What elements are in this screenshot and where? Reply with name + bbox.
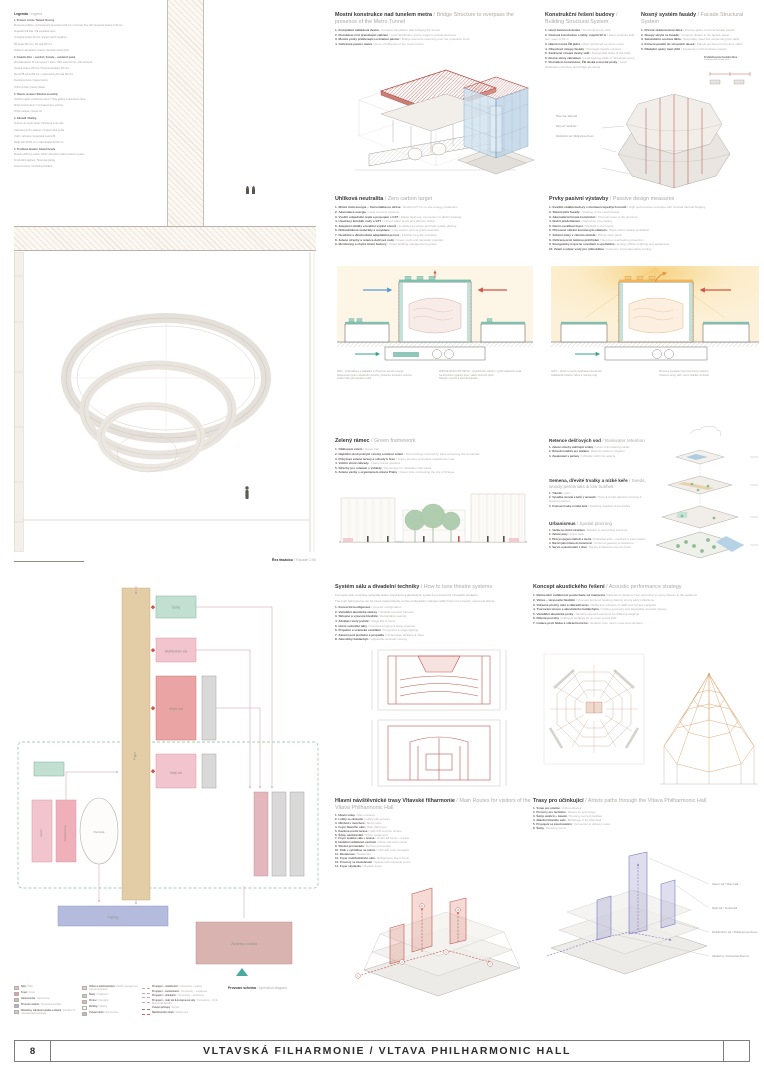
legend-item: Vstupní přístupy / Access xyxy=(142,1007,222,1010)
legend-line: Sklovláknobeton 30 mm kotvený z boku / GRC panel 30 mm, side anchored xyxy=(14,62,93,65)
section-passive: Prvky pasivní výstavby / Passive design measures 1.Kvalitní obálka budovy s minimem tepelných mostů / High performance envelope with minimal thermal bridging 2.Stínění jižní fasády / Shading of the south facade 3.Akumulační hmota konstrukcí / Thermal mass of the structure 4.Noční předchlazení / Night-time pre-cooling 5.Denní osvětlení foyer / Daylight in the foyers 6.Přirozené větrání komínovým efektem / Stack-effect natural ventilation 7.Solární zisky v zimním období / Winter solar gains 8.Ochrana proti letnímu přehřívání / Summer overheating protection 9.Energeticky úsporné osvětlení a spotřebiče / Energy efficient lighting and appliances 10.Zeleň a odpar vody pro mikroklima / Greenery and evaporative cooling xyxy=(549,196,761,252)
footer-bar xyxy=(14,1040,750,1062)
caption-line: Teplovzdušné vytápění foyer, sálání stropních ploch xyxy=(439,373,494,377)
route-point: 11 xyxy=(420,905,424,908)
section-rainwater: Retence dešťových vod / Rainwater retention 1.Zelené střechy zadržující srážky / Green roofs retaining rainfall 2.Retenční nádrže pro závlahu / Retention tanks for irrigation 3.Zasakování v parteru / Infiltration within the parterre xyxy=(549,438,653,459)
operation-legend-col1 xyxy=(14,986,78,1016)
list-item: 6.Šatny návštěvníků / Visitor cloakrooms xyxy=(335,834,531,838)
list-item: 6.Projekce a scénické osvětlení / Projection & stage lighting xyxy=(335,628,531,633)
list-item: 1.Přesné sklobetonové dílce / Precise glass-concrete facade panels xyxy=(641,28,757,33)
legend-line: Skryté kotvení rámu / Concealed frame anchors xyxy=(14,105,64,107)
list-item: 4.Zdvihací stoly jeviště / Stage lifts & risers xyxy=(335,619,531,624)
list-item: 2.Ocelová konstrukce s táhly, rozpětí 52 m / Steel structure with ties, span of 52 m xyxy=(545,33,635,42)
legend-item: Gastronomie / Gastronomy xyxy=(14,998,78,1002)
list-item: 1.Referenční vzdálenost posluchače od interpreta / Reference distance from performer to every listener in the audience xyxy=(533,593,761,598)
list-item: 3.Pěší propojení nábřeží a metra / Pedestrian links – riverbank & metro station xyxy=(549,538,653,542)
section-urbanism: Urbanismus / Spatial planning 1.Vazba na okolní strukturu / Relation to surrounding structures 2.Zelené pásy / Green belts 3.Pěší propojení nábřeží a metra / Pedestrian links – riverbank & metro station 4.Nároží jako brána do Holešovic / Corner as gateway to Holešovice 5.Servis a zásobování z ulice / Service & deliveries from the street xyxy=(549,521,653,550)
color-swatch xyxy=(82,994,87,998)
line-style-mark xyxy=(142,1014,150,1015)
summer-section-diagram xyxy=(551,266,759,366)
color-swatch xyxy=(82,986,87,990)
section-bridge: Mostní konstrukce nad tunelem metra / Bridge Structure to overpass the presence of the Metro Tunnel 1.Kompaktní základová deska / Compact foundation slab bridging the tunnel 2.Roznášecí rošt přenášející zatížení / Load distribution grid to support vertical elements 3.Mostní prvky překlenující ochranné pásmo / Bridge elements spanning over the protective zone 4.Ochranné pásmo metra / Zone of influence of the metro tunnel xyxy=(335,12,527,47)
legend-item: Šatny / Cloakroom xyxy=(82,994,140,998)
operation-legend-col3 xyxy=(142,986,222,1015)
octagon-axon-diagram xyxy=(598,68,750,208)
list-item: 4.Zákulisí hlavního sálu / Backstage of the Main Hall xyxy=(533,819,761,823)
list-item: 2.Lobby se zázemím / Lobby with services xyxy=(335,818,531,822)
summer-captions-right xyxy=(659,370,759,377)
list-item: 4.Tvarování stropu a akustického baldachýnu / Ceiling geometry and adjustable acoustic canopy xyxy=(533,607,761,612)
landscape-axon-diagram xyxy=(638,424,760,574)
legend-line: Kotvené do stropní desky / Anchored to the slab xyxy=(14,123,64,126)
section-theatre: Systém sálu a divadelní techniky / How to tune theatre systems Koncepce sálu umožňuje nezávislé ladění scénických a akustických systémů pro koncertní i divadelní produkce. The main hall systems can be tuned independently, so the configuration changes within hours for concerts, opera and drama. 1.Koncertní konfigurace / Concert configuration 2.Variabilní akustické závěsy / Variable acoustic banners 3.Sklopné a výsuvné hlediště / Retractable seating 4.Zdvihací stoly jeviště / Stage lifts & risers 5.Horní scénické tahy / Overhead rigging & flying systems 6.Projekce a scénické osvětlení / Projection & stage lighting 7.Zázemí pod jevištěm a propadla / Understage facilities & traps 8.Akustický baldachýn / Adjustable acoustic canopy xyxy=(335,584,531,642)
list-item: 5.Zateplení obálky a kvalitní výplně otvorů / Insulated envelope and high-quality glazing xyxy=(335,224,531,229)
tower-axon-diagram xyxy=(452,64,540,189)
color-swatch xyxy=(82,1012,87,1016)
operation-caption: Provozní schéma / Operation diagram xyxy=(228,986,328,990)
list-item: 1.Vstup pro umělce / Artists entrance xyxy=(533,807,761,811)
block-label: Parking xyxy=(107,915,119,920)
list-item: 14.Foyer skydecku / Skydeck Foyer xyxy=(335,865,531,869)
block-label: Šatny xyxy=(171,605,181,610)
winter-captions-right xyxy=(439,370,533,381)
list-item: 5.Zavěšené stropní desky sálů / Suspended slabs of the halls xyxy=(545,51,635,56)
list-item: 1.Vazba na okolní strukturu / Relation to surrounding structures xyxy=(549,529,653,533)
list-item: 7.Solární zisky v zimním období / Winter solar gains xyxy=(549,233,761,238)
legend-item: Propojení – účinkující / Connectivity – performers xyxy=(142,995,222,998)
visitor-axon-diagram xyxy=(350,868,528,1020)
block-label: Gastro xyxy=(40,829,43,837)
legend-line: Kročejová izolace 40 mm / Impact sound insulation xyxy=(14,37,67,40)
winter-captions-left xyxy=(337,370,431,381)
winter-section-diagram xyxy=(337,266,533,366)
list-item: 5.Kavárna a letní terasa / Café with summer terrace xyxy=(335,830,531,834)
list-item: 11.Restaurace / Restaurant xyxy=(335,853,531,857)
section-carbon: Uhlíková neutralita / Zero carbon target 1.Místní čistá energie – fotovoltaika na střeše / Rooftop PV for on-site energy production 2.Akumulace energie / Heat recovery systems 3.Využití odpadního tepla a propojení s CZT / Waste heat use, connection to district heating 4.Uzavřený koloběh vody a VZT / Closed water loops and efficient HVAC 5.Zateplení obálky a kvalitní výplně otvorů / Insulated envelope and high-quality glazing 6.Nízkouhlíkové materiály a recyklace / Low-carbon and recycled materials 7.Flexibilní a dlouhodobě adaptabilní provoz / Flexible long-life operation 8.Zelené střechy a retence dešťové vody / Green roofs and rainwater retention 9.Monitoring a chytré řízení budovy / Smart building management system xyxy=(335,196,531,247)
legend-item: Provozní zázemí / Operational facilities xyxy=(14,1004,78,1008)
block-label: Hlavní sál xyxy=(169,707,183,711)
legend-line: Kotevní konzoly / Anchoring brackets xyxy=(14,166,53,169)
legend-item: Propojení – návštěvníci / Connectivity – visitors xyxy=(142,986,222,989)
person-figure xyxy=(252,186,255,194)
color-swatch xyxy=(14,1004,19,1008)
list-item: 1.Zelené střechy zadržující srážky / Green roofs retaining rainfall xyxy=(549,446,653,450)
block-label: Administrativa xyxy=(64,824,67,842)
diagram-label: Malý sál / Small hall xyxy=(556,126,577,129)
legend-line: Betonová podlaha s probroušeným kamenivem 100 mm / Concrete floor with integrated heating in 80 mm xyxy=(14,25,123,28)
list-item: 8.Hudební vzdělávací centrum / Music education centre xyxy=(335,841,531,845)
legend-item: Zkušebny, nahrávací studia a zázemí / Facilities for rehearsal and backstage xyxy=(14,1010,78,1016)
list-item: 1.Trávník / Lawn xyxy=(549,492,653,496)
legend-line: Podhled s akustickou úpravou / Acoustic ceiling finish xyxy=(14,49,70,52)
section-acoustics: Koncept akustického řešení / Acoustic performance strategy 1.Referenční vzdálenost posluchače od interpreta / Reference distance from performer to every listener in the audience 2.Vinice – terasovité hlediště / Vineyard terraced seating shaping strong early reflections 3.Odrazné plochy stěn a zábradlí teras / Reflective surfaces of walls and terrace parapets 4.Tvarování stropu a akustického baldachýnu / Ceiling geometry and adjustable acoustic canopy 5.Variabilní akustické prvky / Variable acoustic elements for different stagings 6.Difuzní povrchy / Diffusive surfaces for an even sound field 7.Izolace proti hluku a vibracím metra / Isolation from metro noise and vibration xyxy=(533,584,761,626)
list-item: 4.Noční předchlazení / Night-time pre-cooling xyxy=(549,219,761,224)
list-item: 4.Vnitřní zimní zahrady / Indoor winter gardens xyxy=(335,461,527,466)
walking-figure xyxy=(245,486,248,499)
floor-slab-band xyxy=(14,226,316,251)
section-building-structure: Konstrukční řešení budovy/ Building Structural System 1.Horní betonová deska / Structural crown slab 2.Ocelová konstrukce s táhly, rozpětí 52 m / Steel structure with ties, span of 52 m 3.Hlavní nosná ŽB jádra / Main reinforced concrete cores 4.Obvodové sloupy fasády / Perimeter facade columns 5.Zavěšené stropní desky sálů / Suspended slabs of the halls 6.Nosné stěny zkušeben / Load-bearing walls of rehearsal rooms 7.Roznášecí konstrukce, ŽB deska a mostní prvky / Load distribution structure and bridge elements xyxy=(545,12,635,70)
list-item: 1.Koncertní konfigurace / Concert configuration xyxy=(335,605,531,610)
list-item: 1.Kompaktní základová deska / Compact foundation slab bridging the tunnel xyxy=(335,28,527,33)
list-item: 4.Uzavřený koloběh vody a VZT / Closed water loops and efficient HVAC xyxy=(335,219,531,224)
route-point: 2 xyxy=(401,961,403,964)
caption-line: Napojení na CZT a tepelná čerpadla xyxy=(439,377,478,381)
section-artist-routes: Trasy pro účinkující / Artists paths through the Vltava Philharmonic Hall 1.Vstup pro umělce / Artists entrance 2.Prostory pro techniku / Spaces for technology 3.Šatny umělců + zázemí / Dressing rooms & facilities 4.Zákulisí hlavního sálu / Backstage of the Main Hall 5.Propojení se zásobováním / Connection to delivery routes 6.Šatny / Dressing rooms xyxy=(533,798,761,831)
list-item: 7.Foyer malého sálu + terasa / Small Hall Foyer + terrace xyxy=(335,837,531,841)
list-item: 3.Akumulační hmota konstrukcí / Thermal mass of the structure xyxy=(549,215,761,220)
list-item: 3.Obchod s merchem / Merch store xyxy=(335,822,531,826)
legend-title: Legenda / Legend xyxy=(14,12,166,16)
legend-line: Válcovaný profil s nátěrem / Coated rolled profile xyxy=(14,129,65,132)
list-item: 8.Zelené střechy a retence dešťové vody / Green roofs and rainwater retention xyxy=(335,238,531,243)
page-number: 8 xyxy=(15,1041,51,1061)
list-item: 1.Místní čistá energie – fotovoltaika na střeše / Rooftop PV for on-site energy production xyxy=(335,205,531,210)
legend-item: Propojení – malý sál & kongresové sály / Connectivity – CS & Drama hall facilities xyxy=(142,1000,222,1006)
legend-item: Sály / Halls xyxy=(14,986,78,990)
list-item: 2.Variabilní akustické závěsy / Variable acoustic banners xyxy=(335,610,531,615)
list-item: 1.Horní betonová deska / Structural crown slab xyxy=(545,28,635,33)
route-point: 1 xyxy=(357,975,359,978)
color-swatch xyxy=(82,1000,87,1004)
operation-diagram xyxy=(10,586,330,978)
list-item: 5.Denní osvětlení foyer / Daylight in the foyers xyxy=(549,224,761,229)
list-item: 5.Variabilní akustické prvky / Variable acoustic elements for different stagings xyxy=(533,612,761,617)
legend-line: Výplň z tahokovu / Expanded metal infill xyxy=(14,135,56,138)
list-item: 2.Sloupy skryté ve fasádě / Columns hidden in the facade plane xyxy=(641,33,757,38)
panel-detail-note: Prefabrikované fasádní dílce Prefabricated facade units xyxy=(704,56,760,88)
legend-line: 2. Fasádní dílec – sendvič / Facade – sandwich panel xyxy=(14,55,76,59)
footer-right-cell xyxy=(723,1041,749,1061)
street-elevation-diagram xyxy=(337,478,529,556)
legend-line: Strukturální zasklení / Structural glazing xyxy=(14,160,56,163)
color-swatch xyxy=(82,1006,87,1010)
caption-line: Přirozené provětrání foyer komínovým efektem xyxy=(659,370,709,373)
list-item: 4.Obvodové sloupy fasády / Perimeter facade columns xyxy=(545,47,635,52)
octagon-labels xyxy=(556,116,600,146)
legend-item: Foyer / Foyer xyxy=(14,992,78,996)
list-item: 12.Foyer multifunkčního sálu / Multipurpose Room Foyer xyxy=(335,857,531,861)
legend-line: 3. Okenní sestava / Window assembly xyxy=(14,92,58,96)
legend-line: Sloupko-příčkový systém, hliník / Aluminium mullion-transom system xyxy=(14,154,85,157)
list-item: 2.Prostory pro techniku / Spaces for technology xyxy=(533,811,761,815)
legend-line: Nosná ŽB stěna 250 mm / Load-bearing RC wall 250 mm xyxy=(14,74,74,77)
facade-caption: Řez fasádou / Facade 1:50 xyxy=(160,558,316,562)
caption-line: Adiabatické chlazení zelení a vodními prvky xyxy=(551,373,598,377)
list-item: 3.Šatny umělců + zázemí / Dressing rooms & facilities xyxy=(533,815,761,819)
list-item: 5.Propojení se zásobováním / Connection to delivery routes xyxy=(533,823,761,827)
list-item: 13.Prostory se zkušebnami / Spaces with rehearsal rooms xyxy=(335,861,531,865)
list-item: 3.Kvetoucí louky a nízké keře / Flowering meadows & low bushes xyxy=(549,505,653,509)
list-item: 7.Zázemí pod jevištěm a propadla / Understage facilities & traps xyxy=(335,633,531,638)
list-item: 2.Stínění jižní fasády / Shading of the south facade xyxy=(549,210,761,215)
list-item: 8.Akustický baldachýn / Adjustable acoustic canopy xyxy=(335,637,531,642)
list-item: 4.Ochranné pásmo metra / Zone of influence of the metro tunnel xyxy=(335,42,527,47)
list-item: 3.Hlavní nosná ŽB jádra / Main reinforced concrete cores xyxy=(545,42,635,47)
caption-line: ZIMA – Optimalizace a nakládání s přirozenou sluneční energií xyxy=(337,370,404,373)
legend-line: Tepelná izolace 200 mm / Thermal insulation 200 mm xyxy=(14,68,70,71)
block-label: Piazzetta xyxy=(93,831,105,834)
wall-section-strip xyxy=(167,0,204,226)
scale-bar xyxy=(14,560,84,562)
acoustic-mesh-diagram xyxy=(656,646,762,788)
list-item: 7.Izolace proti hluku a vibracím metra / Isolation from metro noise and vibration xyxy=(533,621,761,626)
block-label: Foyer xyxy=(133,751,137,761)
list-item: 5.Střechy pro relaxaci s výhledy / Roofscape for relaxation with views xyxy=(335,466,527,471)
section-green: Zelený rámec / Green framework 1.Obklopení zelení / Green belt 2.Nejbližší okolí pokryté stromy a nízkou zelení / Surroundings covered by trees screening the crossroad 3.Pobytové zelené terasy a schody k řece / Green terraces and steps towards the river 4.Vnitřní zimní zahrady / Indoor winter gardens 5.Střechy pro relaxaci s výhledy / Roofscape for relaxation with views 6.Zelené vazby s organismem města Prahy / Green links connecting the city of Prague xyxy=(335,438,527,475)
list-item: 4.Nároží jako brána do Holešovic / Corner as gateway to Holešovice xyxy=(549,542,653,546)
list-item: 1.Hlavní vstup / Main entrance xyxy=(335,814,531,818)
legend-item: Vstupní terén / Roof terrace xyxy=(82,1012,140,1016)
route-point: 7 xyxy=(489,963,491,966)
legend-line: 1. Pochozí vrstva / Natural flooring xyxy=(14,19,55,22)
list-item: 2.Retenční nádrže pro závlahu / Retention tanks for irrigation xyxy=(549,450,653,454)
list-item: 10.Klub s vyhlídkou na město / Club with a city viewpoint xyxy=(335,849,531,853)
diagram-label: Hlavní sál / Main hall xyxy=(556,116,578,118)
list-item: 2.Nejbližší okolí pokryté stromy a nízkou zelení / Surroundings covered by trees screening the crossroad xyxy=(335,452,527,457)
legend-line: Vnitřní parapet / Interior sill xyxy=(14,111,42,114)
list-item: 9.Energeticky úsporné osvětlení a spotřebiče / Energy efficient lighting and appliances xyxy=(549,242,761,247)
color-swatch xyxy=(14,986,19,990)
list-item: 10.Zeleň a odpar vody pro mikroklima / Greenery and evaporative cooling xyxy=(549,247,761,252)
people-group xyxy=(246,181,257,199)
legend-line: ŽB deska 250 mm / RC slab 250 mm xyxy=(14,43,53,46)
list-item: 6.Zelené vazby s organismem města Prahy / Green links connecting the city of Prague xyxy=(335,470,527,475)
list-item: 6.Nízkouhlíkové materiály a recyklace / Low-carbon and recycled materials xyxy=(335,228,531,233)
summer-captions-left xyxy=(551,370,651,377)
legend-item: Provoz / Operation xyxy=(82,1000,140,1004)
list-item: 4.Foyer hlavního sálu / Main Hall Foyer xyxy=(335,826,531,830)
color-swatch xyxy=(14,992,19,996)
board-title: VLTAVSKÁ FILHARMONIE / VLTAVA PHILHARMONIC HALL xyxy=(202,1045,571,1057)
list-item: 2.Výsadba stromů a keřů v terasách / Trees & shrubs planted in terraces & flowering patches xyxy=(549,496,653,504)
panel-detail-diagram xyxy=(704,62,756,88)
theatre-plans-diagram xyxy=(360,646,518,791)
paragraph-line: Koncepce sálu umožňuje nezávislé ladění scénických a akustických systémů pro koncertní i divadelní produkce. xyxy=(335,593,479,598)
route-point: 4 xyxy=(445,951,447,954)
list-item: 3.Zasakování v parteru / Infiltration within the parterre xyxy=(549,455,653,459)
operation-legend-col2 xyxy=(82,986,140,1016)
list-item: 6.Nosné stěny zkušeben / Load-bearing walls of rehearsal rooms xyxy=(545,56,635,61)
legend-line: Vnitřní omítka / Interior plaster xyxy=(14,86,46,89)
legend-item: Vedení a administrativa / Facility management and administration xyxy=(82,986,140,992)
axon-label: Zkušebny / Rehearsal Rooms xyxy=(712,954,749,958)
line-style-mark xyxy=(142,993,150,994)
caption-line: Rekuperace tepla z odpadního vzduchu, předehřev čerstvého vzduchu xyxy=(337,373,412,377)
spiral-stair-drawing xyxy=(14,252,316,552)
list-item: 6.Difuzní povrchy / Diffusive surfaces for an even sound field xyxy=(533,616,761,621)
list-item: 1.Obklopení zelení / Green belt xyxy=(335,447,527,452)
color-swatch xyxy=(14,1010,19,1014)
line-style-mark xyxy=(142,1002,150,1003)
list-item: 7.Flexibilní a dlouhodobě adaptabilní provoz / Flexible long-life operation xyxy=(335,233,531,238)
facade-legend-block xyxy=(14,12,166,170)
caption-line: ZPĚTNÉ ZÍSKÁVÁNÍ TEPLA – předehřívání vzduchu, využití odpadního tepla xyxy=(439,370,522,373)
legend-item: Návštěvnický okruh / Visitors loop xyxy=(142,1012,222,1015)
paragraph-line: The main hall systems can be tuned independently, so the configuration changes within hours for concerts, opera and drama. xyxy=(335,599,495,604)
legend-line: Separační PE fólie / PE separation layer xyxy=(14,31,56,34)
legend-line: 4. Zábradlí / Railing xyxy=(14,117,37,121)
list-item: 2.Akumulace energie / Heat recovery systems xyxy=(335,210,531,215)
list-item: 3.Odrazné plochy stěn a zábradlí teras / Reflective surfaces of walls and terrace parapets xyxy=(533,603,761,608)
list-item: 2.Vinice – terasovité hlediště / Vineyard terraced seating shaping strong early reflections xyxy=(533,598,761,603)
acoustic-plan-diagram xyxy=(538,650,650,785)
list-item: 6.Šatny / Dressing rooms xyxy=(533,827,761,831)
block-label: Zkušebny a studia xyxy=(231,942,257,946)
list-item: 5.Horní scénické tahy / Overhead rigging & flying systems xyxy=(335,624,531,629)
section-facade-structure: Nosný systém fasády / Facade Structural System 1.Přesné sklobetonové dílce / Precise glass-concrete facade panels 2.Sloupy skryté ve fasádě / Columns hidden in the facade plane 3.Sekundární ocelová táhla / Secondary steel ties suspending the slabs 4.Kotvení panelů do stropních desek / Panels anchored to the floor slabs 5.Dilatační spáry mezi dílci / Expansion joints between panels xyxy=(641,12,757,51)
caption-line: LÉTO – Stínění a noční předchlazení konstrukcí xyxy=(551,370,602,373)
list-item: 9.Střešní promenáda / Rooftop promenade xyxy=(335,845,531,849)
list-item: 8.Ochrana proti letnímu přehřívání / Summer overheating protection xyxy=(549,238,761,243)
list-item: 3.Sklopné a výsuvné hlediště / Retractable seating xyxy=(335,614,531,619)
list-item: 9.Monitoring a chytré řízení budovy / Smart building management system xyxy=(335,242,531,247)
legend-line: Madlo dub 40×60 mm / Oak handrail 40×60 mm xyxy=(14,141,64,144)
axon-label: Hlavní sál / Main Hall xyxy=(712,882,739,886)
block-label: Malý sál xyxy=(170,771,182,775)
legend-line: 5. Prosklená fasáda / Glazed facade xyxy=(14,147,56,151)
list-item: 6.Přirozené větrání komínovým efektem / Stack-effect natural ventilation xyxy=(549,228,761,233)
legend-item: Parking / Parking xyxy=(82,1006,140,1010)
axon-label: Malý sál / Small Hall xyxy=(712,906,738,910)
diagram-label: Multifunkční sál / Multipurpose Room xyxy=(556,136,594,139)
list-item: 7.Roznášecí konstrukce, ŽB deska a mostní prvky / Load distribution structure and bridge elements xyxy=(545,60,635,69)
list-item: 3.Pobytové zelené terasy a schody k řece / Green terraces and steps towards the river xyxy=(335,457,527,462)
person-figure xyxy=(246,186,249,194)
caption-line: Solární zisky jižní fasádou a atrii xyxy=(337,377,372,381)
list-item: 3.Sekundární ocelová táhla / Secondary steel ties suspending the slabs xyxy=(641,37,757,42)
legend-item: Propojení – zaměstnanci / Connectivity – employees xyxy=(142,991,222,994)
list-item: 2.Zelené pásy / Green belts xyxy=(549,533,653,537)
caption-line: Chlazené stropy sálů, suché chladiče na střeše xyxy=(659,373,709,377)
section-seeds: Semena, dřevité trvalky a nízké keře / Seeds, woody perennials & low bushes 1.Trávník / Lawn 2.Výsadba stromů a keřů v terasách / Trees & shrubs planted in terraces & flowering patches 3.Kvetoucí louky a nízké keře / Flowering meadows & low bushes xyxy=(549,478,653,509)
list-item: 3.Mostní prvky překlenující ochranné pásmo / Bridge elements spanning over the protective zone xyxy=(335,37,527,42)
axon-label: Multifunkční sál / Multipurpose Room xyxy=(712,930,758,934)
legend-line: Izolační trojsklo v hliníkovém rámu / Triple glazing in aluminium frame xyxy=(14,98,86,101)
list-item: 5.Servis a zásobování z ulice / Service & deliveries from the street xyxy=(549,546,653,550)
color-swatch xyxy=(14,998,19,1002)
list-item: 3.Využití odpadního tepla a propojení s CZT / Waste heat use, connection to district heating xyxy=(335,215,531,220)
list-item: 5.Dilatační spáry mezi dílci / Expansion joints between panels xyxy=(641,47,757,52)
list-item: 4.Kotvení panelů do stropních desek / Panels anchored to the floor slabs xyxy=(641,42,757,47)
line-style-mark xyxy=(142,988,150,989)
line-style-mark xyxy=(142,997,150,998)
legend-line: Parotěsná vrstva / Vapour barrier xyxy=(14,80,49,83)
list-item: 1.Kvalitní obálka budovy s minimem tepelných mostů / High performance envelope with minimal thermal bridging xyxy=(549,205,761,210)
section-visitor-routes: Hlavní návštěvnické trasy Vltavské filharmonie / Main Routes for visitors of the Vltava Philharmonic Hall 1.Hlavní vstup / Main entrance 2.Lobby se zázemím / Lobby with services 3.Obchod s merchem / Merch store 4.Foyer hlavního sálu / Main Hall Foyer 5.Kavárna a letní terasa / Café with summer terrace 6.Šatny návštěvníků / Visitor cloakrooms 7.Foyer malého sálu + terasa / Small Hall Foyer + terrace 8.Hudební vzdělávací centrum / Music education centre 9.Střešní promenáda / Rooftop promenade 10.Klub s vyhlídkou na město / Club with a city viewpoint 11.Restaurace / Restaurant 12.Foyer multifunkčního sálu / Multipurpose Room Foyer 13.Prostory se zkušebnami / Spaces with rehearsal rooms 14.Foyer skydecku / Skydeck Foyer xyxy=(335,798,531,869)
line-style-mark xyxy=(142,1009,150,1010)
list-item: 2.Roznášecí rošt přenášející zatížení / Load distribution grid to support vertical elements xyxy=(335,33,527,38)
route-point: 14 xyxy=(456,909,460,912)
artist-axon-diagram xyxy=(541,844,759,1008)
block-label: Multifunkční sál xyxy=(165,649,187,654)
